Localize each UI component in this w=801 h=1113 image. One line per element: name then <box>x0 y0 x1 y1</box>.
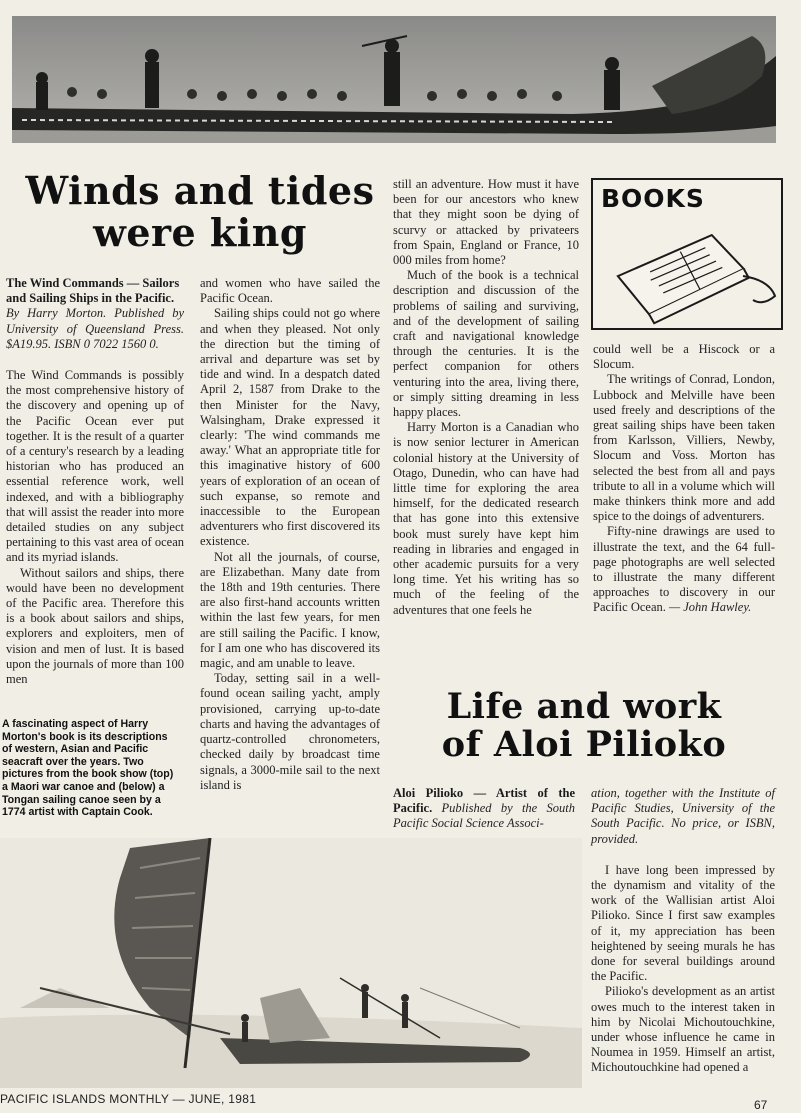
col2-para-3: Not all the journals, of course, are Elizabethan. Many date from the 18th and 19th centuries. There are also first-hand accounts written within the last few years, for men are still sailing the Pacific. I know, for I am one who has discovered its magic, and am unable to leave. <box>200 549 380 671</box>
article2-para-2: Pilioko's development as an artist owes much to the interest taken in him by Nicolai Michoutouchkine, under whose influence he came in Noumea in 1959. Himself an artist, Michoutouchkine had opened a <box>591 984 775 1075</box>
col3-para-3: Harry Morton is a Canadian who is now senior lecturer in American colonial history at the University of Otago, Dunedin, who can have had little time for exploring the area himself, for the dedicated research that has gone into this extensive book must surely have kept him reading in libraries and engaged in other academic pursuits for a very long time. Yet his writing has so much of the feeling of the adventures that one feels he <box>393 420 579 617</box>
book-illustration-icon <box>593 216 779 326</box>
headline2-line-2: of Aloi Pilioko <box>441 724 727 765</box>
article2-column-2 <box>591 786 775 1076</box>
col2-para-2: Sailing ships could not go where and when they pleased. Not only the direction but the timing of arrival and departure was set by tide and wind. In a despatch dated April 2, 1587 from Drake to the then Minister for the Navy, Walsingham, Drake expressed it clearly: 'The wind commands me away.' What an appropriate title for this imaginative history of 600 years of exploration of an ocean of such expanse, so remote and inaccessible to the European adventurers who first discovered its existence. <box>200 306 380 549</box>
headline-winds-and-tides <box>22 170 378 254</box>
col4-para-1: could well be a Hiscock or a Slocum. <box>593 342 775 372</box>
article2-column-1 <box>393 786 575 832</box>
headline-line-2: were king <box>93 210 307 255</box>
maori-war-canoe-photo <box>12 16 776 143</box>
article1-column-4 <box>593 342 775 616</box>
col1-para-1: The Wind Commands is possibly the most comprehensive history of the discovery and opening up of the Pacific Ocean ever put together. It is the result of a quarter of a century's research by a leading historian who has produced an essential reference work, well indexed, and with a bibliography that will assist the reader into more detailed studies on any subject pertaining to this vast area of ocean and its myriad islands. <box>6 368 184 565</box>
col2-para-4: Today, setting sail in a well-found ocean sailing yacht, amply provisioned, carrying up-to-date charts and having the advantages of quartz-controlled chronometers, checked daily by broadcast time signals, a 3000-mile sail to the next island is <box>200 671 380 792</box>
col1-para-2: Without sailors and ships, there would have been no development of the Pacific area. Therefore this is a book about sailors and ships, explorers and exploiters, men of vision and men of lust. It is based upon the journals of more than 100 men <box>6 565 184 687</box>
article1-column-2 <box>200 276 380 793</box>
book-details: By Harry Morton. Published by University of Queensland Press. $A19.95. ISBN 0 7022 1560 0. <box>6 306 184 351</box>
page-number: 67 <box>754 1098 768 1112</box>
col4-para-2: The writings of Conrad, London, Lubbock and Melville have been used freely and descriptions of the great sailing ships have been taken from Karlsson, Villiers, Newby, Slocum and Voss. Morton has selected the best from all and pays tribute to all in a volume which will make thinkers think more and add spice to the doings of adventurers. <box>593 372 775 524</box>
col4-para-3-text: Fifty-nine drawings are used to illustrate the text, and the 64 full-page photographs are well selected to illustrate the many different approaches to discovery in our Pacific Ocean. <box>593 524 775 615</box>
headline2-line-1: Life and work <box>446 686 722 727</box>
article2-book-details-a: Published by the South Pacific Social Science Associ- <box>393 801 575 831</box>
book-title: The Wind Commands — Sailors and Sailing Ships in the Pacific. <box>6 276 180 306</box>
article1-column-3 <box>393 177 579 618</box>
article2-para-1: I have long been impressed by the dynamism and vitality of the work of the Wallisian artist Aloi Pilioko. Since I first saw examples of it, my appreciation has been heightened by seeing murals he has done for several buildings around the Pacific. <box>591 862 775 984</box>
article1-column-1 <box>6 276 184 687</box>
col2-para-1: and women who have sailed the Pacific Ocean. <box>200 276 380 306</box>
byline: — John Hawley. <box>669 600 752 615</box>
col4-para-3 <box>593 524 775 615</box>
headline-life-and-work <box>418 688 750 764</box>
tongan-sailing-canoe-drawing <box>0 838 582 1088</box>
article2-book-details-b: ation, together with the Institute of Pacific Studies, University of the South Pacific. No price, or ISBN, provided. <box>591 786 775 846</box>
footer-publication: PACIFIC ISLANDS MONTHLY — JUNE, 1981 <box>0 1092 257 1106</box>
photo-caption: A fascinating aspect of Harry Morton's book is its descriptions of western, Asian and Pacific seacraft over the years. Two pictures from the book show (top) a Maori war canoe and (below) a Tongan sailing canoe seen by a 1774 artist with Captain Cook. <box>2 718 174 819</box>
article2-book-header <box>393 786 575 832</box>
books-label: BOOKS <box>601 184 705 213</box>
col3-para-2: Much of the book is a technical description and discussion of the problems of sailing and surviving, and of the development of sailing craft and navigational knowledge through the centuries. It is the perfect companion for others venturing into the area, living there, or simply sitting dreaming in less happy places. <box>393 268 579 420</box>
col3-para-1: still an adventure. How must it have been for our ancestors who knew that they might soon be dying of scurvy or attacked by privateers from Spain, England or France, 10 000 miles from home? <box>393 177 579 268</box>
headline-line-1: Winds and tides <box>25 168 375 213</box>
books-section-box <box>591 178 783 330</box>
article2-book-title: Aloi Pilioko — Artist of the Pacific. <box>393 786 575 816</box>
